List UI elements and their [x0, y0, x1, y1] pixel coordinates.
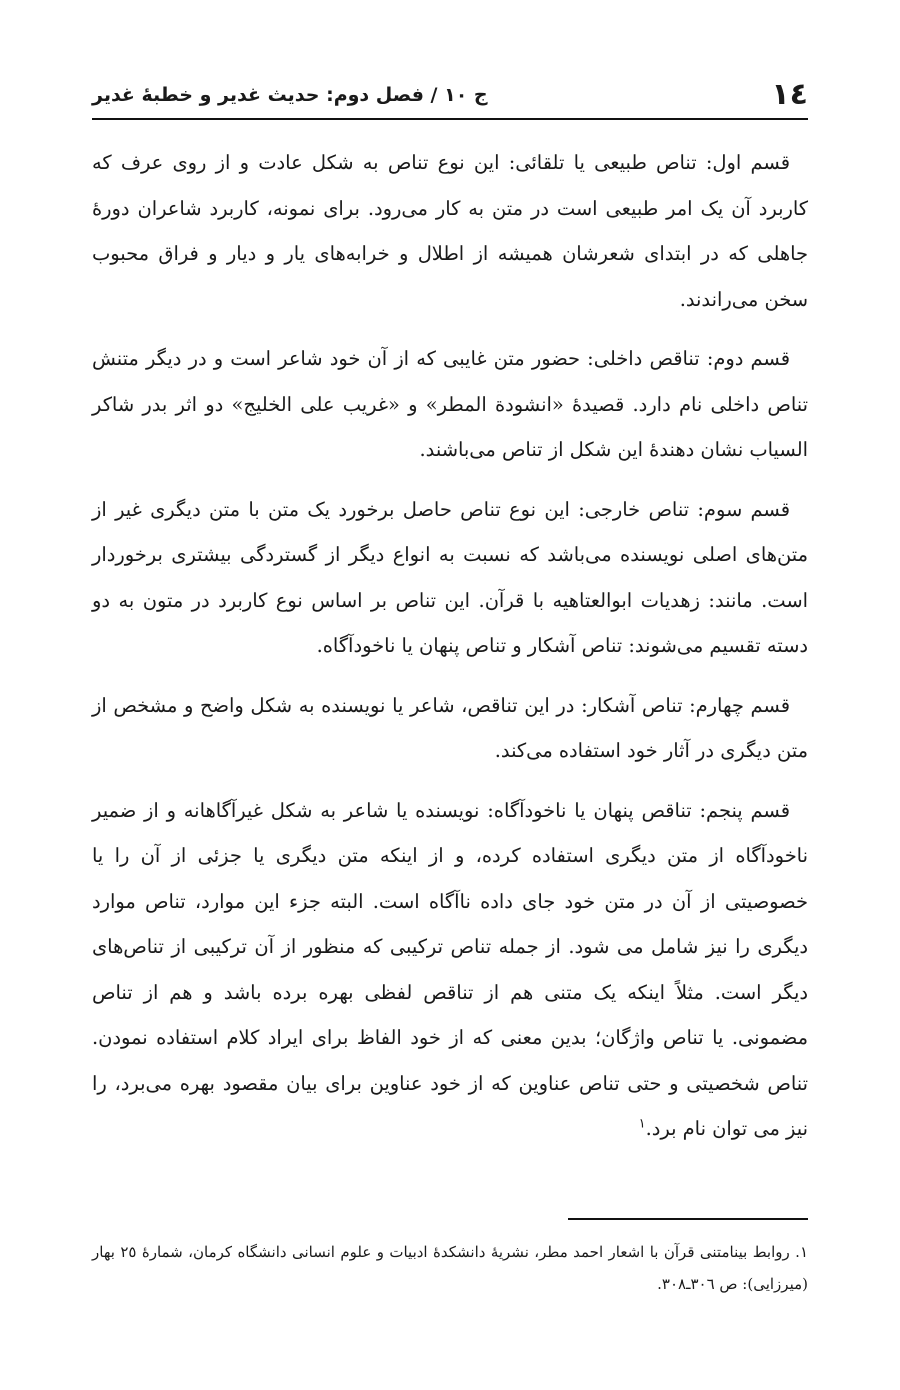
footnote-reference[interactable]: ١	[638, 1116, 646, 1132]
footnote: ١. روابط بینامتنی قرآن با اشعار احمد مطر، نشریهٔ دانشکدهٔ ادبیات و علوم انسانی دانشگاه کرمان، شمارهٔ ٢٥ بهار (میرزایی): ص ٣٠٦ـ٣٠٨.	[92, 1243, 808, 1293]
body-text	[92, 140, 808, 1166]
page-header	[92, 72, 808, 120]
paragraph-third-type: قسم سوم: تناص خارجی: این نوع تناص حاصل برخورد یک متن با متن دیگری غیر از متن‌های اصلی نویسنده می‌باشد که نسبت به انواع دیگر از گستردگی بیشتری برخوردار است. مانند: زهدیات ابوالعتاهیه با قرآن. این تناص بر اساس نوع کاربرد در متون به دو دسته تقسیم می‌شوند: تناص آشکار و تناص پنهان یا ناخودآگاه.	[92, 497, 808, 657]
paragraph-fifth-type	[92, 788, 808, 1152]
footnote-divider	[568, 1218, 808, 1220]
running-head: ج ١٠ / فصل دوم: حديث غدير و خطبۀ غدير	[92, 84, 488, 106]
paragraph-fourth-type: قسم چهارم: تناص آشکار: در این تناقص، شاعر یا نویسنده به شکل واضح و مشخص از متن دیگری در آثار خود استفاده می‌کند.	[92, 693, 808, 762]
paragraph-fifth-text: قسم پنجم: تناقص پنهان یا ناخودآگاه: نویسنده یا شاعر به شکل غیرآگاهانه و از ضمیر ناخودآگاه از متن دیگری استفاده کرده، و از اینکه متن دیگری یا جزئی از آن را یا خصوصیتی از آن در متن خود جای داده ناآگاه است. البته جزء این موارد، تناص موارد دیگری را نیز شامل می شود. از جمله تناص ترکیبی که منظور از آن ترکیبی از تناص‌های دیگر است. مثلاً اینکه یک متنی هم از تناقص لفظی بهره برده باشد و هم از تناص مضمونی. یا تناص واژگان؛ بدین معنی که از خود الفاظ برای ایراد کلام استفاده نمودن. تناص شخصیتی و حتی تناص عناوین که از خود عناوین برای بیان مقصود بهره می‌برد، را نیز می توان نام برد.	[92, 798, 808, 1140]
page-number: ١٤	[771, 77, 808, 112]
paragraph-second-type: قسم دوم: تناقص داخلی: حضور متن غایبی که از آن خود شاعر است و در دیگر متنش تناص داخلی نام دارد. قصیدهٔ «انشودة المطر» و «غریب علی الخلیج» دو اثر بدر شاکر السیاب نشان دهندهٔ این شکل از تناص می‌باشند.	[92, 347, 808, 461]
paragraph-first-type: قسم اول: تناص طبیعی یا تلقائی: این نوع تناص به شکل عادت و از روی عرف که کاربرد آن یک امر طبیعی است در متن به کار می‌رود. برای نمونه، کاربرد شاعران دورهٔ جاهلی که در ابتدای شعرشان همیشه از اطلال و خرابه‌های یار و دیار و فراق محبوب سخن می‌راندند.	[92, 151, 808, 311]
book-page	[92, 0, 808, 1390]
